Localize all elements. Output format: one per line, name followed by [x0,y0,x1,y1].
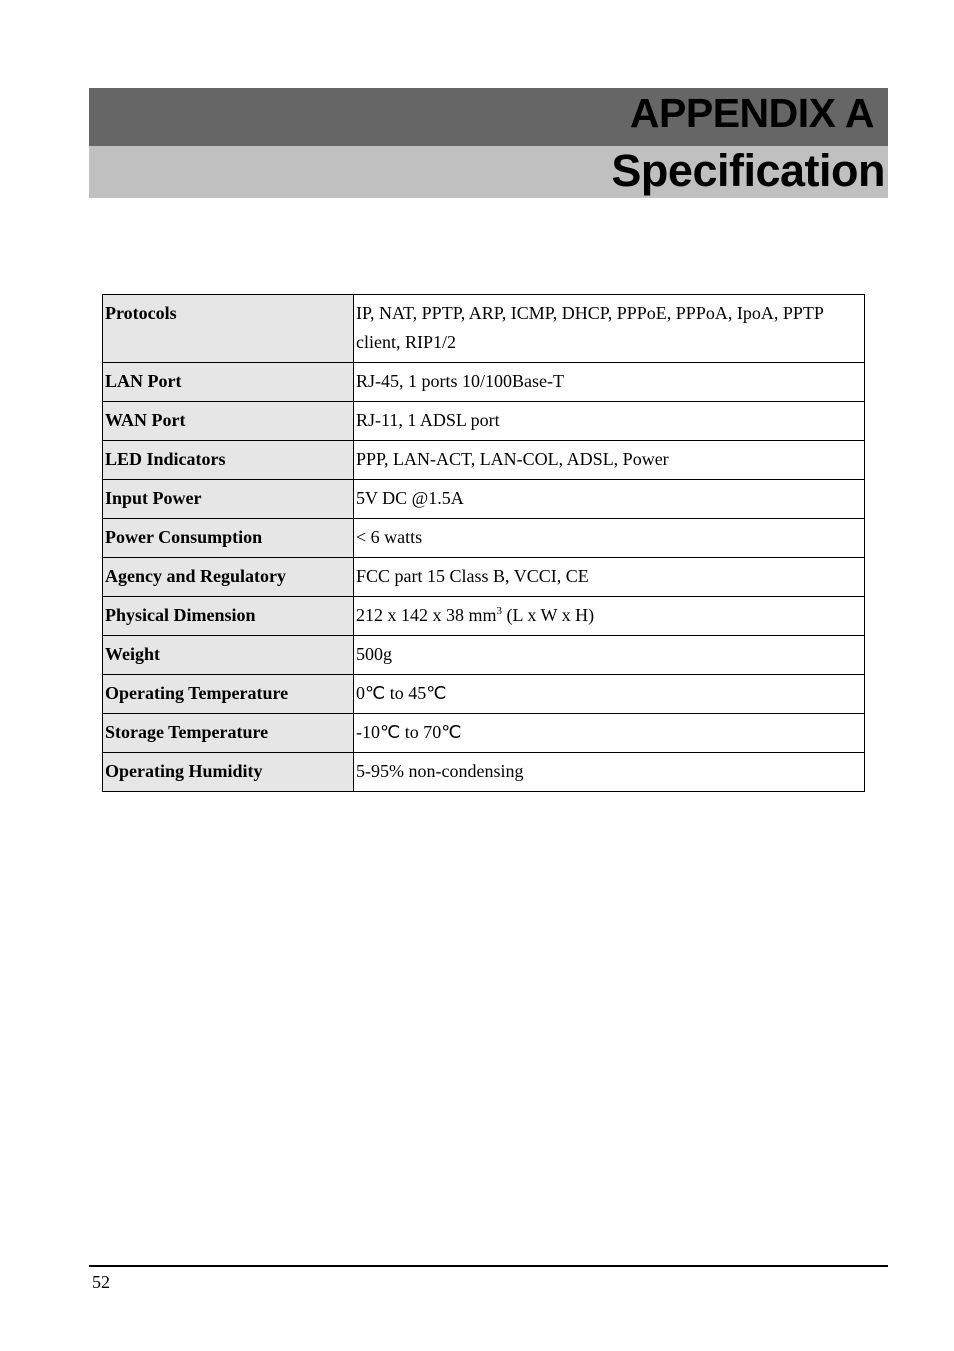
specification-table [102,294,865,792]
spec-label: Power Consumption [103,519,354,558]
spec-label: Input Power [103,480,354,519]
spec-label: LAN Port [103,363,354,402]
spec-value: RJ-11, 1 ADSL port [354,402,865,441]
table-row [103,363,865,402]
footer-divider [89,1265,888,1267]
table-row [103,636,865,675]
spec-value: -10℃ to 70℃ [354,714,865,753]
page-title: Specification [611,145,885,196]
spec-label: Operating Humidity [103,753,354,792]
spec-value: PPP, LAN-ACT, LAN-COL, ADSL, Power [354,441,865,480]
table-row [103,558,865,597]
table-row [103,441,865,480]
table-row [103,402,865,441]
spec-label: LED Indicators [103,441,354,480]
spec-value [354,597,865,636]
spec-value: FCC part 15 Class B, VCCI, CE [354,558,865,597]
spec-value: 500g [354,636,865,675]
page-number: 52 [92,1272,110,1292]
appendix-banner [89,88,888,146]
table-row [103,295,865,363]
table-row [103,597,865,636]
spec-label: Physical Dimension [103,597,354,636]
spec-value: 5V DC @1.5A [354,480,865,519]
table-row [103,714,865,753]
spec-value: RJ-45, 1 ports 10/100Base-T [354,363,865,402]
appendix-label: APPENDIX A [629,90,874,136]
table-row [103,753,865,792]
spec-label: Operating Temperature [103,675,354,714]
table-row [103,675,865,714]
spec-label: Storage Temperature [103,714,354,753]
dimension-axes: (L x W x H) [502,605,595,625]
spec-value: 5-95% non-condensing [354,753,865,792]
spec-label: Agency and Regulatory [103,558,354,597]
spec-value: IP, NAT, PPTP, ARP, ICMP, DHCP, PPPoE, PPPoA, IpoA, PPTP client, RIP1/2 [354,295,865,363]
spec-value: 0℃ to 45℃ [354,675,865,714]
table-row [103,480,865,519]
spec-label: WAN Port [103,402,354,441]
spec-label: Weight [103,636,354,675]
spec-label: Protocols [103,295,354,363]
superscript-cubed: 3 [496,605,503,617]
table-row [103,519,865,558]
title-banner [89,146,888,198]
spec-value: < 6 watts [354,519,865,558]
dimension-value: 212 x 142 x 38 mm [356,605,497,625]
